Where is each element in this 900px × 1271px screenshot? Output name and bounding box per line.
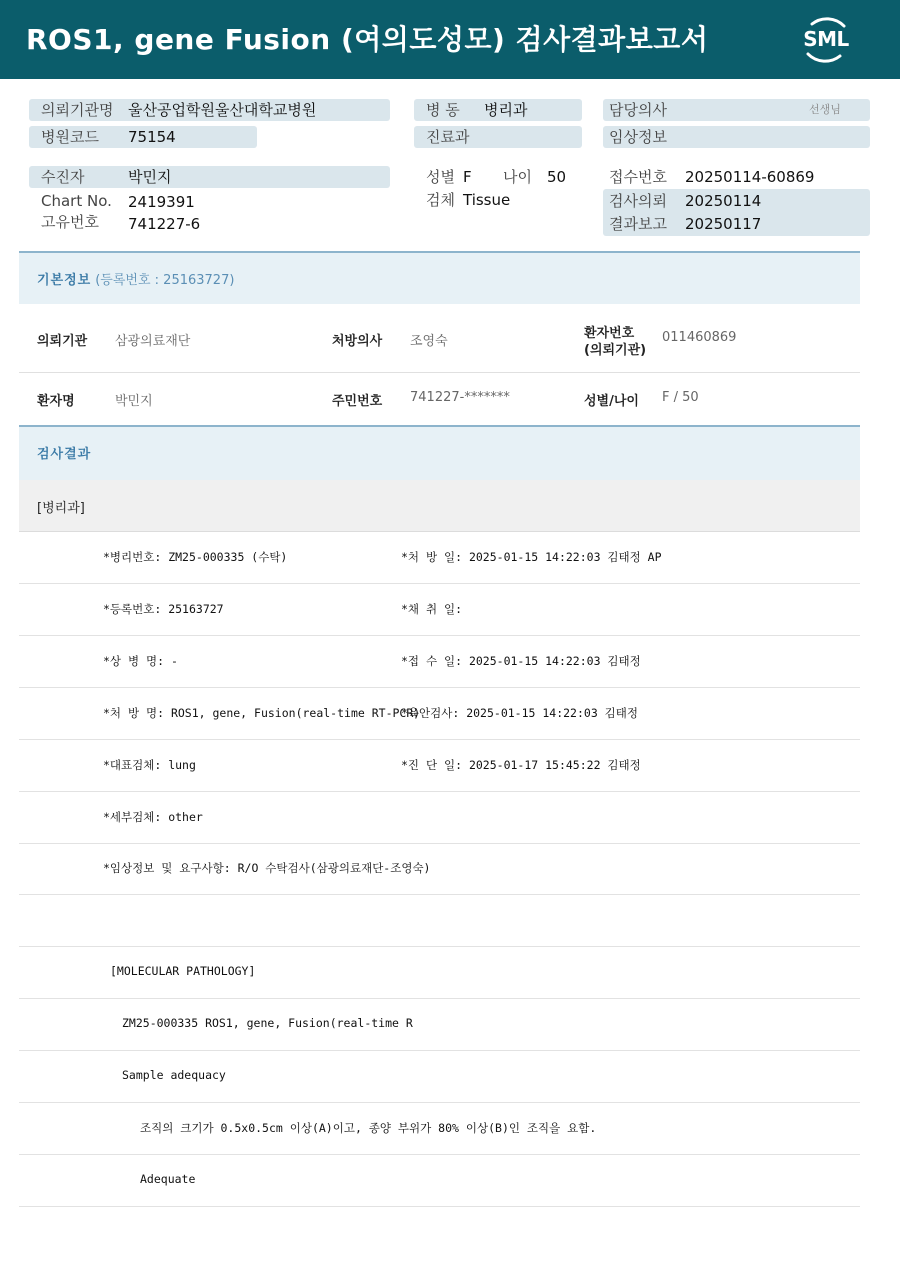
patient-name-value: 박민지 (115, 394, 153, 409)
result-row (19, 1103, 860, 1155)
receipt-value: 20250114-60869 (685, 168, 815, 186)
institution-label: 의뢰기관 (37, 334, 88, 349)
result-left-text: *등록번호: 25163727 (103, 601, 224, 616)
report-date-value: 20250117 (685, 215, 762, 233)
results-title: 검사결과 (37, 447, 92, 462)
results-header (19, 425, 860, 480)
unique-no-label: 고유번호 (41, 213, 99, 231)
prescriber-value: 조영숙 (410, 334, 448, 349)
doctor-suffix: 선생님 (809, 103, 841, 116)
result-left-text: *처 방 명: ROS1, gene, Fusion(real-time RT-PCR) (103, 705, 421, 720)
unique-no-value: 741227-6 (128, 215, 201, 233)
result-row (19, 584, 860, 636)
result-left-text: Adequate (140, 1171, 196, 1186)
result-left-text: *임상정보 및 요구사항: R/O 수탁검사(삼광의료재단-조영숙) (103, 861, 431, 876)
result-row (19, 1155, 860, 1207)
report-title: ROS1, gene Fusion (여의도성모) 검사결과보고서 (26, 23, 709, 56)
patient-label: 수진자 (41, 168, 85, 186)
result-row (19, 532, 860, 584)
patient-value: 박민지 (128, 168, 172, 186)
chart-value: 2419391 (128, 193, 195, 211)
sex-label: 성별 (426, 168, 455, 186)
request-org-label: 의뢰기관명 (41, 101, 114, 119)
age-label: 나이 (503, 168, 532, 186)
result-left-text: ZM25-000335 ROS1, gene, Fusion(real-time R (122, 1016, 413, 1031)
result-right-text: *처 방 일: 2025-01-15 14:22:03 김태정 AP (401, 550, 662, 564)
result-row (19, 636, 860, 688)
request-date-value: 20250114 (685, 192, 762, 210)
department-header (19, 480, 860, 532)
result-row (19, 792, 860, 844)
request-org-value: 울산공업학원울산대학교병원 (128, 101, 317, 119)
basic-info-row-1 (19, 304, 860, 373)
result-right-text: *육안검사: 2025-01-15 14:22:03 김태정 (401, 705, 639, 720)
patient-no-value: 011460869 (662, 330, 737, 345)
basic-info-row-2 (19, 373, 860, 425)
patient-no-label-line1: 환자번호 (584, 326, 635, 341)
patient-no-label-line2: (의뢰기관) (584, 343, 647, 358)
hospital-code-label: 병원코드 (41, 128, 99, 146)
result-right-text: *진 단 일: 2025-01-17 15:45:22 김태정 (401, 757, 641, 772)
result-right-text: *채 취 일: (401, 601, 463, 616)
result-row (19, 947, 860, 999)
sex-value: F (463, 168, 472, 186)
chart-label: Chart No. (41, 192, 112, 210)
hospital-code-value: 75154 (128, 128, 176, 146)
report-header (0, 0, 900, 79)
result-row (19, 895, 860, 947)
result-row (19, 999, 860, 1051)
logo-text: SML (803, 27, 849, 51)
ward-value: 병리과 (484, 101, 528, 119)
result-left-text: 조직의 크기가 0.5x0.5cm 이상(A)이고, 종양 부위가 80% 이상(B)인 조직을 요함. (140, 1120, 597, 1135)
sml-logo (800, 14, 852, 66)
specimen-label: 검체 (426, 191, 455, 209)
report-date-label: 결과보고 (609, 215, 667, 233)
result-left-text: *상 병 명: - (103, 653, 178, 668)
clinical-info-label: 임상정보 (609, 128, 667, 146)
result-row (19, 688, 860, 740)
institution-value: 삼광의료재단 (115, 334, 191, 349)
request-date-label: 검사의뢰 (609, 192, 667, 210)
result-row (19, 1051, 860, 1103)
receipt-label: 접수번호 (609, 168, 667, 186)
result-left-text: *대표검체: lung (103, 757, 196, 772)
registration-note: (등록번호 : 25163727) (95, 273, 235, 288)
resident-no-value: 741227-******* (410, 390, 510, 405)
doctor-label: 담당의사 (609, 101, 667, 119)
sex-age-value: F / 50 (662, 390, 699, 405)
department-label: 진료과 (426, 128, 470, 146)
result-left-text: [MOLECULAR PATHOLOGY] (110, 964, 256, 979)
result-right-text: *접 수 일: 2025-01-15 14:22:03 김태정 (401, 653, 641, 668)
prescriber-label: 처방의사 (332, 334, 383, 349)
sex-age-label: 성별/나이 (584, 394, 639, 409)
basic-info-header (19, 251, 860, 304)
age-value: 50 (547, 168, 567, 186)
basic-info-title: 기본정보 (37, 273, 92, 288)
department-name: [병리과] (37, 501, 85, 516)
resident-no-label: 주민번호 (332, 394, 383, 409)
patient-name-label: 환자명 (37, 394, 75, 409)
ward-label: 병 동 (426, 101, 460, 119)
specimen-value: Tissue (463, 191, 511, 209)
result-row (19, 740, 860, 792)
result-left-text: Sample adequacy (122, 1068, 226, 1082)
result-left-text: *세부검체: other (103, 809, 203, 824)
result-left-text: *병리번호: ZM25-000335 (수탁) (103, 550, 288, 564)
result-row (19, 843, 860, 895)
